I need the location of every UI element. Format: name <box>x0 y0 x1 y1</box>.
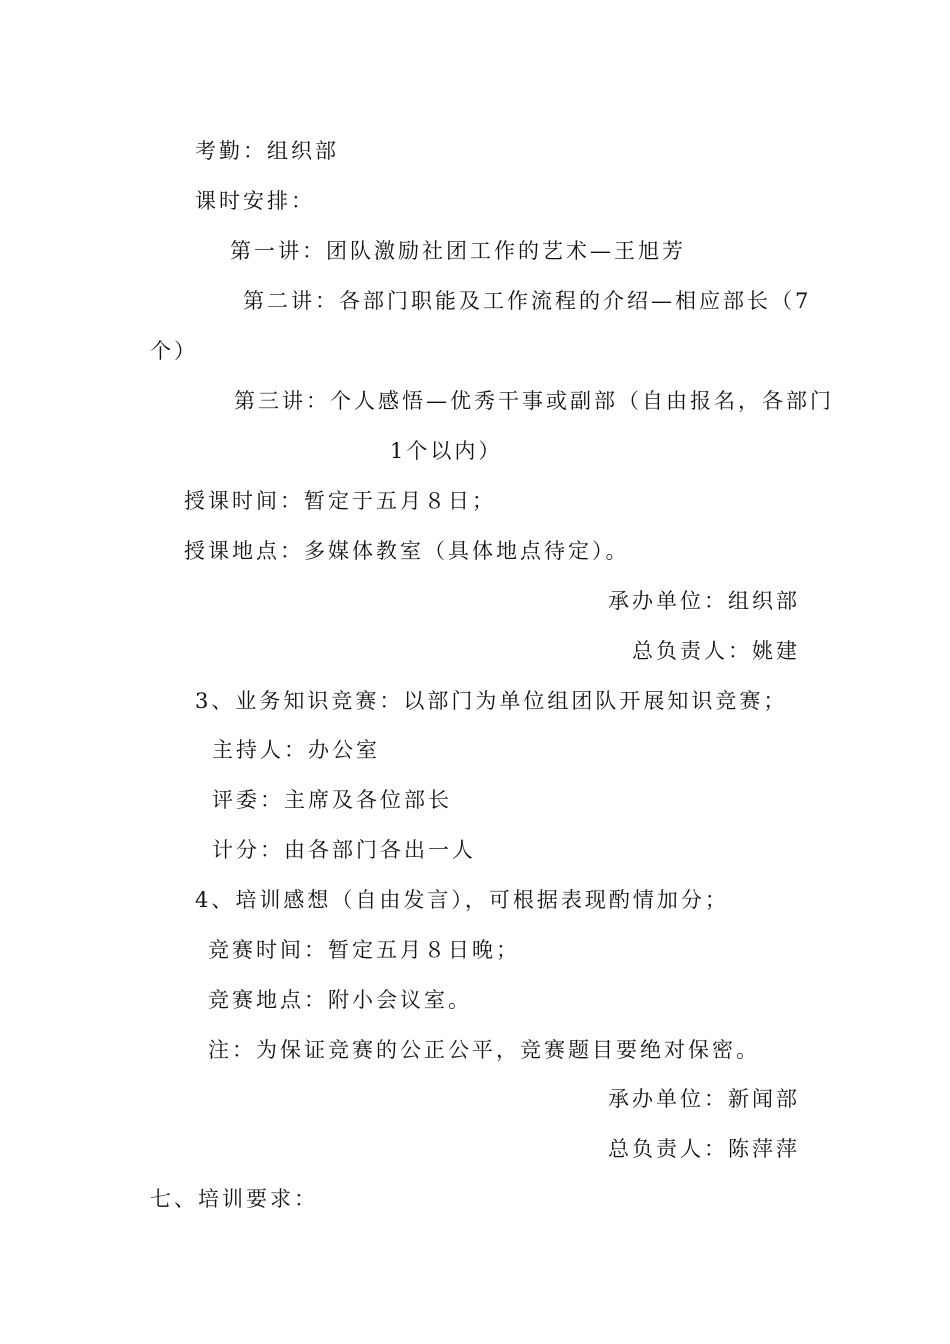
section-7-heading: 七、培训要求： <box>150 1187 318 1211</box>
item-4-line: 4、培训感想（自由发言），可根据表现酌情加分； <box>195 888 729 912</box>
lecture-place-line: 授课地点：多媒体教室（具体地点待定）。 <box>184 539 630 563</box>
leader-2: 总负责人：陈萍萍 <box>608 1137 800 1161</box>
lecture-1-line: 第一讲：团队激励社团工作的艺术—王旭芳 <box>230 239 686 263</box>
leader-1: 总负责人：姚建 <box>632 639 800 663</box>
attendance-line: 考勤：组织部 <box>195 139 339 163</box>
contest-place-line: 竞赛地点：附小会议室。 <box>208 988 472 1012</box>
item-3-line: 3、业务知识竞赛：以部门为单位组团队开展知识竞赛； <box>195 689 788 713</box>
organizer-1: 承办单位：组织部 <box>608 589 800 613</box>
host-line: 主持人：办公室 <box>212 738 380 762</box>
lecture-3-continuation: 1个以内） <box>390 439 503 463</box>
lecture-2-continuation: 个） <box>150 339 198 363</box>
lecture-3-line: 第三讲：个人感悟—优秀干事或副部（自由报名，各部门 <box>234 389 834 413</box>
judges-line: 评委：主席及各位部长 <box>212 788 452 812</box>
scoring-line: 计分：由各部门各出一人 <box>212 838 476 862</box>
schedule-heading: 课时安排： <box>195 189 315 213</box>
lecture-time-line: 授课时间：暂定于五月８日； <box>184 489 496 513</box>
note-line: 注：为保证竞赛的公正公平，竞赛题目要绝对保密。 <box>208 1038 760 1062</box>
organizer-2: 承办单位：新闻部 <box>608 1087 800 1111</box>
contest-time-line: 竞赛时间：暂定五月８日晚； <box>208 938 520 962</box>
lecture-2-line: 第二讲：各部门职能及工作流程的介绍—相应部长（7 <box>243 289 812 313</box>
